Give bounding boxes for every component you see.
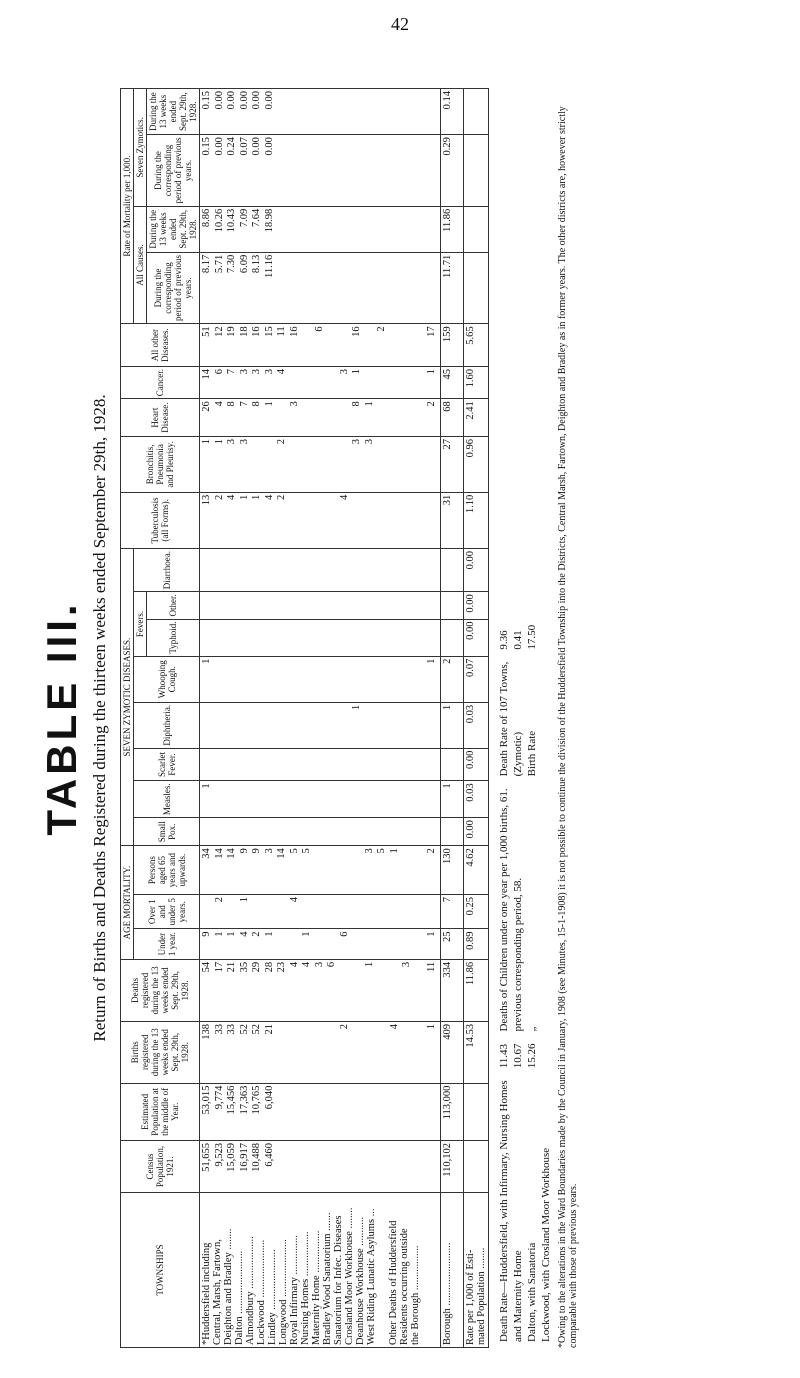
borough-whooping: 2 [440, 656, 463, 702]
header-measles: Measles. [134, 781, 200, 818]
births-deaths-table [120, 88, 489, 1348]
townships-list: *Huddersfield including Central, Marsh, Fartown, Deighton and Bradley ........ Dalton ........................ Almondbury .................... Lockwood ...................... Lindley ....................... Longwood ...................... Royal Infirmary ............... Nursing Homes ................. Maternity Home ................ Bradley Wood Sanatorium ....... Sanatorium for Infec. Diseases Crosland Moor Workhouse ........ Deanhouse Workhouse ........... West Riding Lunatic Asylums ... Other Deaths of Huddersfield Residents occurring outside the Borough ................. [200, 1193, 441, 1348]
borough-scarlet [440, 748, 463, 781]
borough-diphtheria: 1 [440, 702, 463, 748]
col-typhoid [200, 619, 441, 656]
table-subtitle: Return of Births and Deaths Registered during the thirteen weeks ended September 29th, 1928. [90, 394, 109, 1042]
rate-bronchitis: 0.96 [463, 436, 488, 492]
ditto-mark: „ [525, 1026, 538, 1032]
col-under-1: 9 1 1 4 2 1 1 6 1 [200, 929, 441, 959]
towns-birth-rate-value: 17.50 [525, 624, 538, 650]
header-heart: Heart Disease. [121, 399, 200, 437]
towns-death-rate-value: 9.36 [497, 630, 510, 650]
header-smallpox: Small Pox. [134, 818, 200, 846]
dr-huddersfield-value: 11.43 [497, 1043, 510, 1069]
table-row-rate [463, 89, 488, 1348]
page-number: 42 [391, 14, 409, 34]
rate-all-other: 5.65 [463, 324, 488, 367]
rate-births: 14.53 [463, 1021, 488, 1083]
table-row-borough [440, 89, 463, 1348]
col-heart: 26 4 8 7 8 1 3 8 1 2 [200, 399, 441, 437]
dr-lockwood-label: Lockwood, with Crosland Moor Workhouse [539, 1147, 552, 1342]
rate-smallpox: 0.00 [463, 818, 488, 846]
borough-bronchitis: 27 [440, 436, 463, 492]
col-measles: 1 [200, 781, 441, 818]
col-all-other: 51 12 19 18 16 15 11 16 6 16 2 17 [200, 324, 441, 367]
children-prev-line: previous corresponding period, 58. [511, 877, 524, 1032]
towns-death-rate-label: Death Rate of 107 Towns, [497, 661, 510, 777]
header-fevers: Fevers. [134, 592, 147, 656]
borough-heart: 68 [440, 399, 463, 437]
col-cancer: 14 6 7 3 3 3 4 3 1 1 [200, 366, 441, 398]
borough-estimated: 113,000 [440, 1083, 463, 1140]
borough-diarrhoea [440, 549, 463, 592]
header-under-1: Under 1 year. [134, 929, 200, 959]
header-townships: TOWNSHIPS [121, 1193, 200, 1348]
rate-aged-65: 4.62 [463, 846, 488, 895]
col-births: 138 33 33 52 52 21 2 4 1 [200, 1021, 441, 1083]
col-diarrhoea [200, 549, 441, 592]
header-zym-13w: During the 13 weeks ended Sept. 29th, 1928. [147, 89, 200, 135]
rate-mort-zym-prev [463, 135, 488, 207]
rate-deaths: 11.86 [463, 959, 488, 1021]
col-whooping: 1 1 [200, 656, 441, 702]
col-tuberculosis: 13 2 4 1 1 4 2 4 [200, 492, 441, 548]
borough-measles: 1 [440, 781, 463, 818]
col-mort-all-13w: 8.86 10.26 10.43 7.09 7.64 18.98 [200, 206, 441, 252]
col-scarlet [200, 748, 441, 781]
dr-dalton-value: 15.26 [525, 1043, 538, 1069]
footer-notes [497, 88, 579, 1348]
borough-other-fever [440, 592, 463, 619]
table-row-districts [200, 89, 441, 1348]
header-whooping: Whooping Cough. [134, 656, 200, 702]
header-census: Census Population, 1921. [121, 1140, 200, 1192]
table-title: TABLE III. [38, 600, 85, 836]
borough-label: Borough ........................ [440, 1193, 463, 1348]
borough-mort-zym-13w: 0.14 [440, 89, 463, 135]
dr-dalton-label: Dalton, with Sanatoria [525, 1242, 538, 1342]
rate-estimated [463, 1083, 488, 1140]
rate-measles: 0.03 [463, 781, 488, 818]
rate-over-1: 0.25 [463, 895, 488, 929]
borough-smallpox [440, 818, 463, 846]
header-zymotic: SEVEN ZYMOTIC DISEASES. [121, 549, 134, 846]
rate-heart: 2.41 [463, 399, 488, 437]
header-bronchitis: Bronchitis, Pneumonia and Pleurisy. [121, 436, 200, 492]
rate-under-1: 0.89 [463, 929, 488, 959]
rate-tuberculosis: 1.10 [463, 492, 488, 548]
towns-zymotic-label: (Zymotic) [511, 731, 524, 777]
header-age-mortality: AGE MORTALITY. [121, 846, 134, 960]
col-other-fever [200, 592, 441, 619]
rate-typhoid: 0.00 [463, 619, 488, 656]
dr-maternity-label: and Maternity Home [511, 1250, 524, 1342]
borough-cancer: 45 [440, 366, 463, 398]
rate-cancer: 1.60 [463, 366, 488, 398]
rate-whooping: 0.07 [463, 656, 488, 702]
borough-census: 110,102 [440, 1140, 463, 1192]
borough-tuberculosis: 31 [440, 492, 463, 548]
col-mort-zym-13w: 0.15 0.00 0.00 0.00 0.00 0.00 [200, 89, 441, 135]
col-census: 51,655 9,523 15,059 16,917 10,488 6,460 [200, 1140, 441, 1192]
header-typhoid: Typhoid. [147, 619, 200, 656]
borough-all-other: 159 [440, 324, 463, 367]
header-all-13w: During the 13 weeks ended Sept. 29th, 1928. [147, 206, 200, 252]
borough-under-1: 25 [440, 929, 463, 959]
dr-huddersfield-label: Death Rate—Huddersfield, with Infirmary, Nursing Homes [497, 1080, 510, 1342]
rate-scarlet: 0.00 [463, 748, 488, 781]
col-estimated: 53,015 9,774 15,456 17,363 10,765 6,040 [200, 1083, 441, 1140]
borough-typhoid [440, 619, 463, 656]
header-over-1: Over 1 and under 5 years. [134, 895, 200, 929]
header-diarrhoea: Diarrhoea. [134, 549, 200, 592]
header-seven-zymotics: Seven Zymotics. [134, 89, 147, 207]
rate-mort-zym-13w [463, 89, 488, 135]
footer-table [497, 619, 553, 1348]
col-aged-65: 34 14 14 9 9 3 14 5 5 3 5 1 2 [200, 846, 441, 895]
rate-label: Rate per 1,000 of Esti- mated Population ........ [463, 1193, 488, 1348]
towns-birth-rate-label: Birth Rate [525, 730, 538, 777]
borough-aged-65: 130 [440, 846, 463, 895]
borough-deaths: 334 [440, 959, 463, 1021]
header-all-other: All other Diseases. [121, 324, 200, 367]
header-estimated: Estimated Population at the middle of Year. [121, 1083, 200, 1140]
borough-mort-zym-prev: 0.29 [440, 135, 463, 207]
col-deaths: 54 17 21 35 29 28 23 4 4 3 6 1 3 11 [200, 959, 441, 1021]
col-mort-zym-prev: 0.15 0.00 0.24 0.07 0.00 0.00 [200, 135, 441, 207]
footnote: *Owing to the alterations in the Ward Boundaries made by the Council in January, 1908 (see Minutes, 15-1-1908) it is not possible to continue the division of the Huddersfield Township into the Districts, Central Marsh, Fartown, Deighton and Bradley as in former years. The other districts are, however strictly comparable with those of previous years. [556, 106, 579, 1348]
col-bronchitis: 1 1 3 3 2 3 3 [200, 436, 441, 492]
borough-over-1: 7 [440, 895, 463, 929]
header-all-prev: During the corresponding period of previous years. [147, 252, 200, 324]
rate-other-fever: 0.00 [463, 592, 488, 619]
header-tuberculosis: Tuberculosis (all Forms). [121, 492, 200, 548]
col-smallpox [200, 818, 441, 846]
dr-maternity-value: 10.67 [511, 1043, 524, 1069]
header-births: Births registered during the 13 weeks ended Sept. 29th, 1928. [121, 1021, 200, 1083]
header-other-fever: Other. [147, 592, 200, 619]
borough-births: 409 [440, 1021, 463, 1083]
rate-diphtheria: 0.03 [463, 702, 488, 748]
borough-mort-all-prev: 11.71 [440, 252, 463, 324]
header-cancer: Cancer. [121, 366, 200, 398]
rate-mort-all-13w [463, 206, 488, 252]
header-zym-prev: During the corresponding period of previous years. [147, 135, 200, 207]
col-over-1: 2 1 4 [200, 895, 441, 929]
header-diphtheria: Diphtheria. [134, 702, 200, 748]
rotated-table-page [38, 88, 773, 1348]
dr-lockwood-value [539, 1038, 553, 1075]
col-diphtheria: 1 [200, 702, 441, 748]
header-aged-65: Persons aged 65 years and upwards. [134, 846, 200, 895]
borough-mort-all-13w: 11.86 [440, 206, 463, 252]
rate-diarrhoea: 0.00 [463, 549, 488, 592]
header-deaths: Deaths registered during the 13 weeks ended Sept. 29th, 1928. [121, 959, 200, 1021]
header-scarlet: Scarlet Fever. [134, 748, 200, 781]
header-rate-mortality: Rate of Mortality per 1,000. [121, 89, 134, 324]
children-deaths-line: Deaths of Children under one year per 1,000 births, 61. [497, 788, 510, 1032]
header-all-causes: All Causes. [134, 206, 147, 324]
towns-zymotic-value: 0.41 [511, 630, 524, 650]
rate-mort-all-prev [463, 252, 488, 324]
rate-census [463, 1140, 488, 1192]
col-mort-all-prev: 8.17 5.71 7.30 6.09 8.13 11.16 [200, 252, 441, 324]
